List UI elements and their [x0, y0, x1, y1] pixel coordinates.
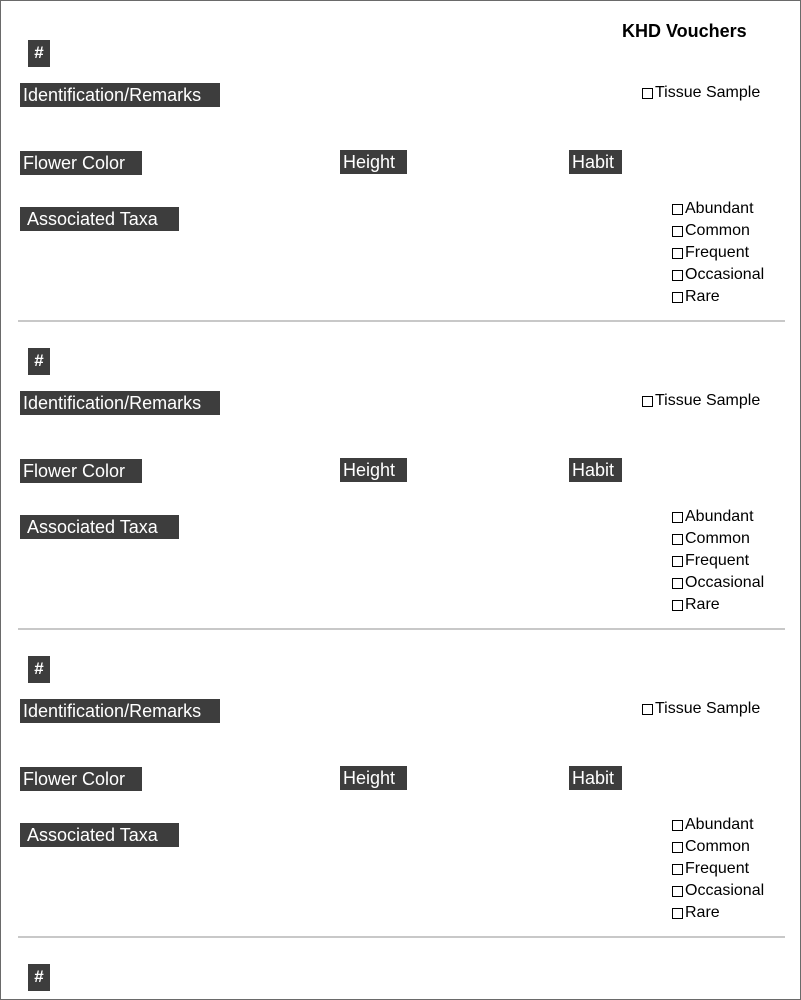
- checkbox-icon[interactable]: [672, 600, 683, 611]
- checkbox-icon[interactable]: [642, 704, 653, 715]
- abundance-abundant-checkbox-label: Abundant: [685, 200, 754, 217]
- flower-color-label: Flower Color: [20, 767, 142, 791]
- tissue-sample-checkbox[interactable]: [642, 390, 760, 412]
- abundance-frequent-checkbox-label: Frequent: [685, 244, 750, 261]
- tissue-sample-checkbox[interactable]: [642, 82, 760, 104]
- abundance-abundant-checkbox-label: Abundant: [685, 508, 754, 525]
- identification-remarks-label: Identification/Remarks: [20, 699, 220, 723]
- abundance-frequent-checkbox[interactable]: [672, 550, 749, 572]
- checkbox-icon[interactable]: [672, 512, 683, 523]
- voucher-number-label: #: [28, 348, 50, 375]
- checkbox-icon[interactable]: [672, 864, 683, 875]
- voucher-number-label: #: [28, 40, 50, 67]
- abundance-abundant-checkbox-label: Abundant: [685, 816, 754, 833]
- abundance-occasional-checkbox-label: Occasional: [685, 882, 765, 899]
- habit-label: Habit: [569, 766, 622, 790]
- checkbox-icon[interactable]: [672, 292, 683, 303]
- abundance-rare-checkbox[interactable]: [672, 286, 720, 308]
- abundance-frequent-checkbox[interactable]: [672, 242, 749, 264]
- abundance-frequent-checkbox-label: Frequent: [685, 552, 750, 569]
- page-title: KHD Vouchers: [622, 21, 747, 41]
- tissue-sample-checkbox[interactable]: [642, 698, 760, 720]
- checkbox-icon[interactable]: [672, 908, 683, 919]
- height-label: Height: [340, 458, 407, 482]
- section-divider: [18, 320, 785, 322]
- habit-label: Habit: [569, 150, 622, 174]
- checkbox-icon[interactable]: [672, 270, 683, 281]
- checkbox-icon[interactable]: [642, 396, 653, 407]
- checkbox-icon[interactable]: [672, 226, 683, 237]
- abundance-abundant-checkbox[interactable]: [672, 814, 754, 836]
- abundance-occasional-checkbox[interactable]: [672, 264, 764, 286]
- checkbox-icon[interactable]: [672, 886, 683, 897]
- abundance-frequent-checkbox-label: Frequent: [685, 860, 750, 877]
- tissue-sample-checkbox-label: Tissue Sample: [655, 392, 761, 409]
- height-label: Height: [340, 150, 407, 174]
- abundance-common-checkbox[interactable]: [672, 220, 750, 242]
- voucher-number-label: #: [28, 964, 50, 991]
- associated-taxa-label: Associated Taxa: [20, 823, 179, 847]
- abundance-occasional-checkbox[interactable]: [672, 880, 764, 902]
- habit-label: Habit: [569, 458, 622, 482]
- checkbox-icon[interactable]: [672, 204, 683, 215]
- checkbox-icon[interactable]: [672, 534, 683, 545]
- checkbox-icon[interactable]: [672, 248, 683, 259]
- tissue-sample-checkbox-label: Tissue Sample: [655, 700, 761, 717]
- abundance-occasional-checkbox-label: Occasional: [685, 574, 765, 591]
- abundance-rare-checkbox[interactable]: [672, 594, 720, 616]
- abundance-frequent-checkbox[interactable]: [672, 858, 749, 880]
- abundance-rare-checkbox-label: Rare: [685, 596, 720, 613]
- abundance-abundant-checkbox[interactable]: [672, 506, 754, 528]
- flower-color-label: Flower Color: [20, 151, 142, 175]
- voucher-number-label: #: [28, 656, 50, 683]
- checkbox-icon[interactable]: [642, 88, 653, 99]
- flower-color-label: Flower Color: [20, 459, 142, 483]
- height-label: Height: [340, 766, 407, 790]
- checkbox-icon[interactable]: [672, 820, 683, 831]
- abundance-rare-checkbox[interactable]: [672, 902, 720, 924]
- abundance-common-checkbox[interactable]: [672, 836, 750, 858]
- abundance-common-checkbox-label: Common: [685, 838, 750, 855]
- identification-remarks-label: Identification/Remarks: [20, 391, 220, 415]
- abundance-abundant-checkbox[interactable]: [672, 198, 754, 220]
- section-divider: [18, 628, 785, 630]
- abundance-common-checkbox-label: Common: [685, 530, 750, 547]
- associated-taxa-label: Associated Taxa: [20, 515, 179, 539]
- abundance-common-checkbox[interactable]: [672, 528, 750, 550]
- abundance-common-checkbox-label: Common: [685, 222, 750, 239]
- abundance-occasional-checkbox-label: Occasional: [685, 266, 765, 283]
- checkbox-icon[interactable]: [672, 578, 683, 589]
- checkbox-icon[interactable]: [672, 842, 683, 853]
- abundance-occasional-checkbox[interactable]: [672, 572, 764, 594]
- abundance-rare-checkbox-label: Rare: [685, 288, 720, 305]
- abundance-rare-checkbox-label: Rare: [685, 904, 720, 921]
- associated-taxa-label: Associated Taxa: [20, 207, 179, 231]
- identification-remarks-label: Identification/Remarks: [20, 83, 220, 107]
- checkbox-icon[interactable]: [672, 556, 683, 567]
- tissue-sample-checkbox-label: Tissue Sample: [655, 84, 761, 101]
- section-divider: [18, 936, 785, 938]
